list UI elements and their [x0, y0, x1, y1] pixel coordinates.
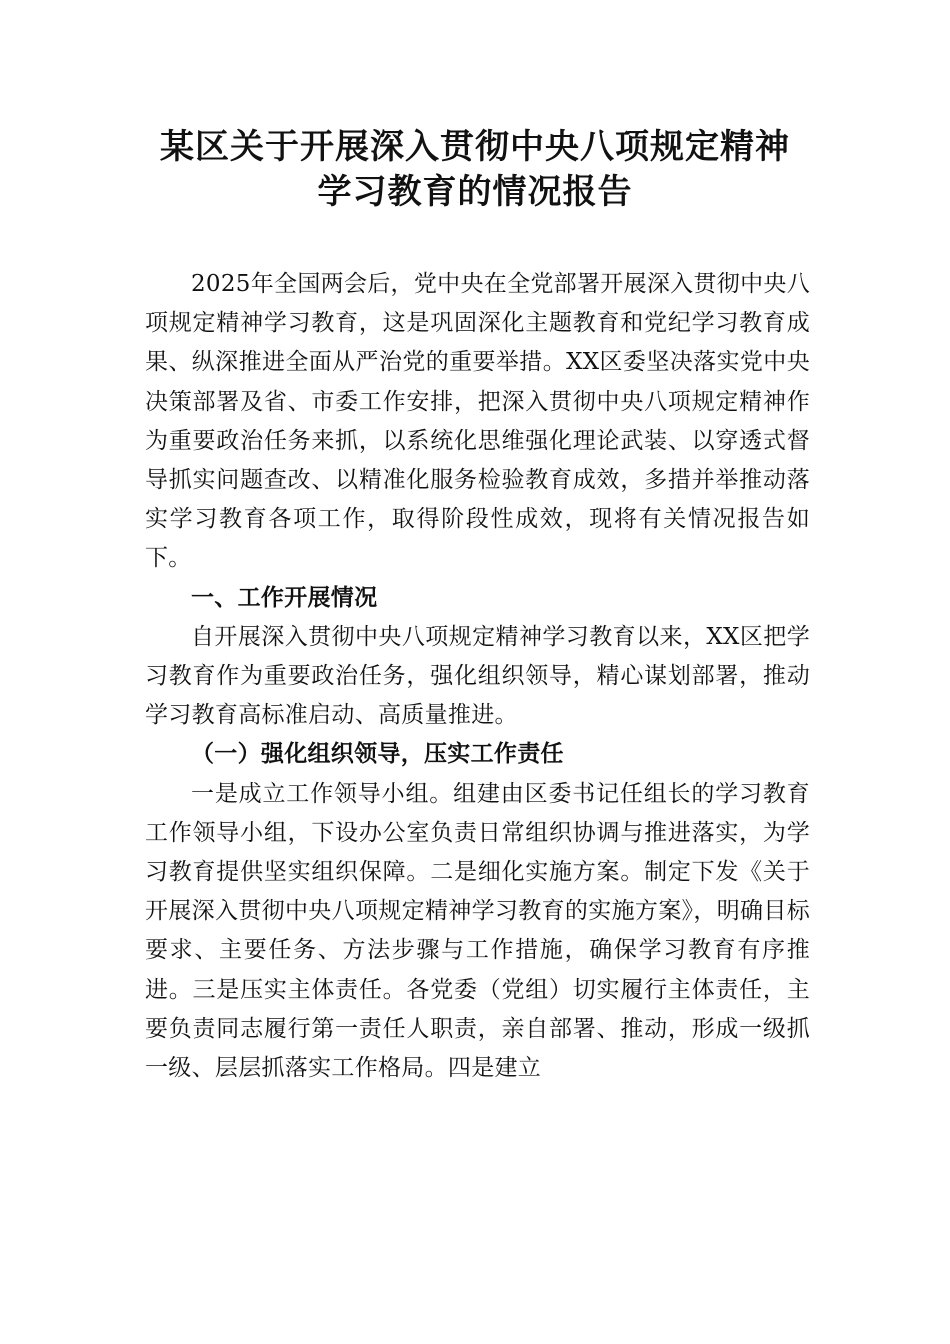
section-intro-paragraph: 自开展深入贯彻中央八项规定精神学习教育以来，XX区把学习教育作为重要政治任务，强化组织领导，精心谋划部署，推动学习教育高标准启动、高质量推进。 — [145, 623, 810, 729]
document-body — [145, 265, 810, 1088]
document-title-line-2: 学习教育的情况报告 — [317, 172, 633, 212]
intro-paragraph: 2025年全国两会后，党中央在全党部署开展深入贯彻中央八项规定精神学习教育，这是巩固深化主题教育和党纪学习教育成果、纵深推进全面从严治党的重要举措。XX区委坚决落实党中央决策部署及省、市委工作安排，把深入贯彻中央八项规定精神作为重要政治任务来抓，以系统化思维强化理论武装、以穿透式督导抓实问题查改、以精准化服务检验教育成效，多措并举推动落实学习教育各项工作，取得阶段性成效，现将有关情况报告如下。 — [145, 271, 810, 572]
subsection-heading: （一）强化组织领导，压实工作责任 — [191, 741, 564, 768]
subsection-paragraph: 一是成立工作领导小组。组建由区委书记任组长的学习教育工作领导小组，下设办公室负责日常组织协调与推进落实，为学习教育提供坚实组织保障。二是细化实施方案。制定下发《关于开展深入贯彻中央八项规定精神学习教育的实施方案》，明确目标要求、主要任务、方法步骤与工作措施，确保学习教育有序推进。三是压实主体责任。各党委（党组）切实履行主体责任，主要负责同志履行第一责任人职责，亲自部署、推动，形成一级抓一级、层层抓落实工作格局。四是建立 — [145, 780, 810, 1082]
document-title-line-1: 某区关于开展深入贯彻中央八项规定精神 — [160, 127, 790, 167]
section-heading: 一、工作开展情况 — [191, 584, 378, 611]
